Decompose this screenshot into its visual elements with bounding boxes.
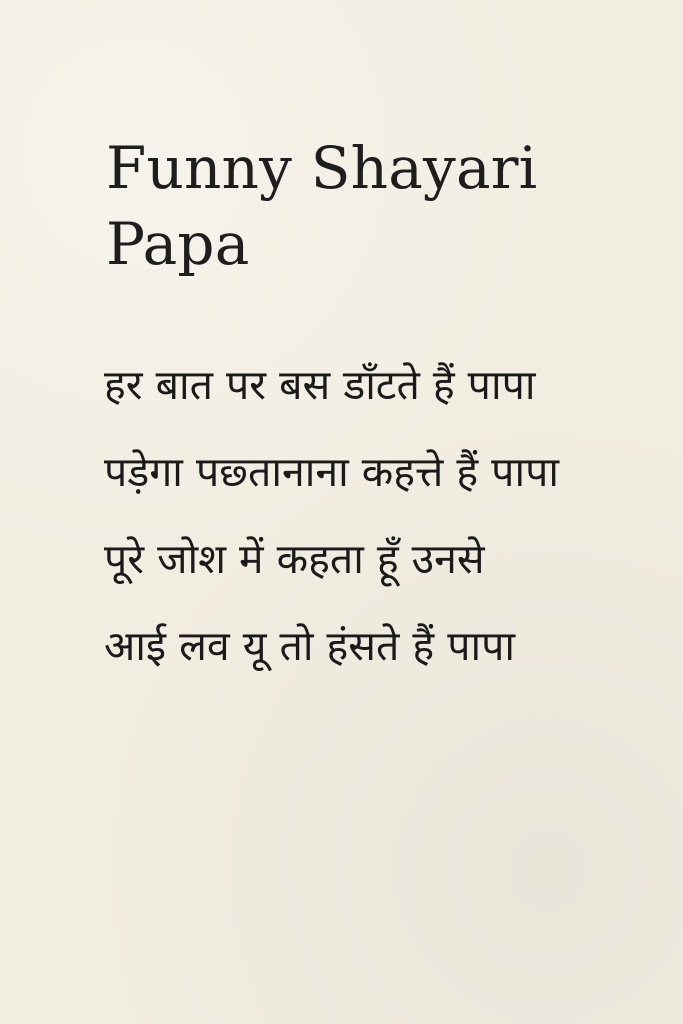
- poem-line-4: आई लव यू तो हंसते हैं पापा: [104, 622, 516, 670]
- poem-line-2: पड़ेगा पछ्तानाना कहत्ते हैं पापा: [104, 448, 559, 496]
- shayari-poem: [104, 342, 664, 690]
- title-line-2: Papa: [106, 210, 250, 278]
- poem-line-1: हर बात पर बस डाँटते हैं पापा: [104, 361, 536, 409]
- page-title: [106, 130, 626, 282]
- poem-line-3: पूरे जोश में कहता हूँ उनसे: [104, 535, 485, 583]
- title-line-1: Funny Shayari: [106, 134, 538, 202]
